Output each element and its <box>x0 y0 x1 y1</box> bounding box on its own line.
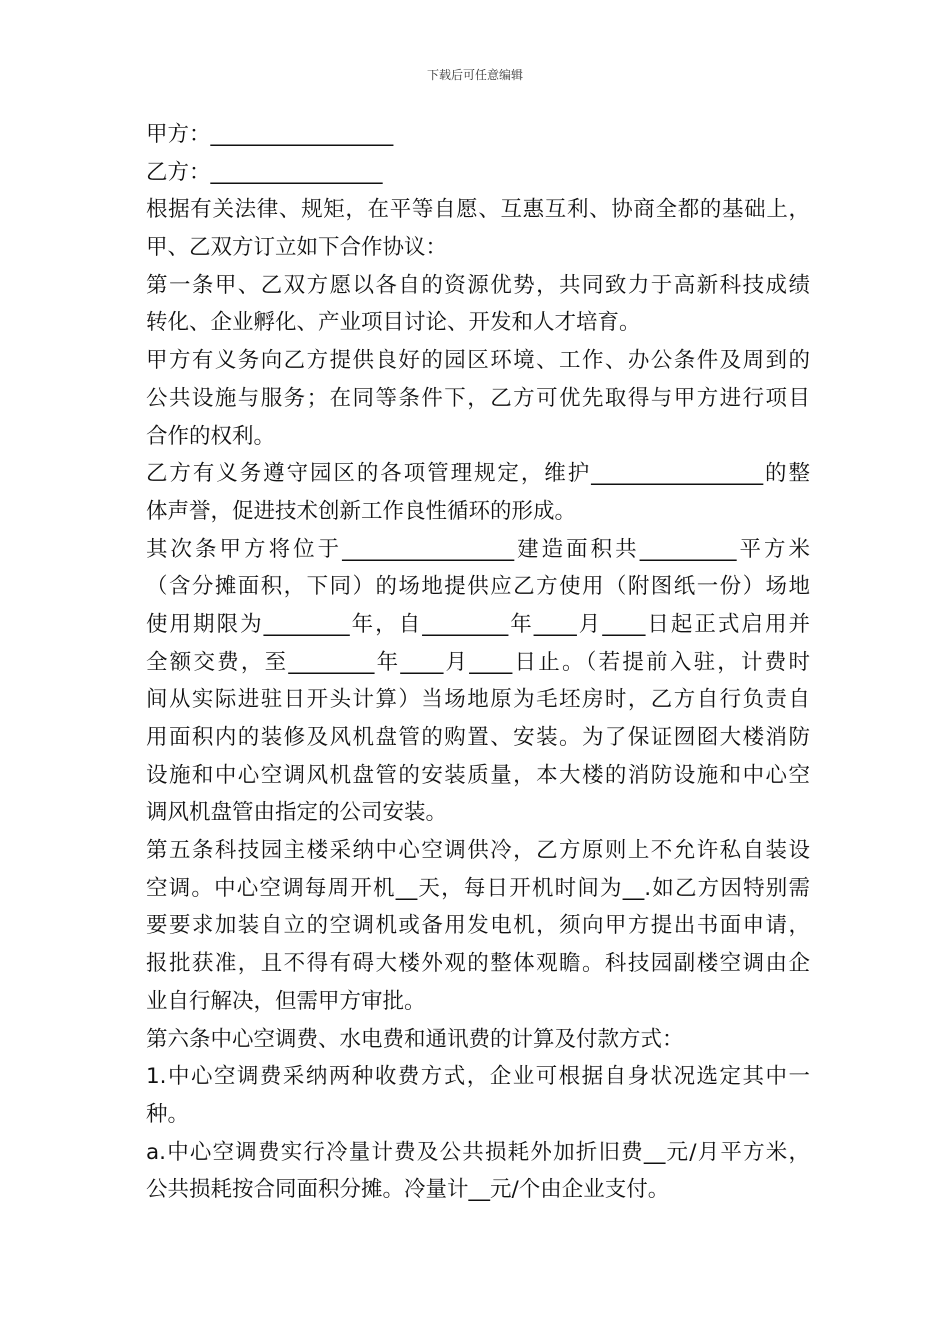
text-line: 公共损耗按合同面积分摊。冷量计__元/个由企业支付。 <box>146 1177 670 1203</box>
text-line: 甲方有义务向乙方提供良好的园区环境、工作、办公条件及周到的 <box>146 348 810 374</box>
text-line: 甲、乙双方订立如下合作协议： <box>146 235 448 261</box>
text-line: 种。 <box>146 1101 190 1127</box>
text-line: 第六条中心空调费、水电费和通讯费的计算及付款方式： <box>146 1026 684 1052</box>
text-line-party-a: 甲方：_________________ <box>146 122 394 147</box>
text-line-party-b: 乙方：________________ <box>146 159 383 185</box>
text-line: 转化、企业孵化、产业项目讨论、开发和人才培育。 <box>146 310 641 336</box>
document-body <box>146 116 810 1209</box>
text-line: 体声誉，促进技术创新工作良性循环的形成。 <box>146 498 577 524</box>
text-line: 合作的权利。 <box>146 423 276 449</box>
text-line: 空调。中心空调每周开机__天，每日开机时间为__.如乙方因特别需 <box>146 875 810 901</box>
text-line: 调风机盘管由指定的公司安装。 <box>146 800 448 826</box>
text-line: 报批获准，且不得有碍大楼外观的整体观瞻。科技园副楼空调由企 <box>146 951 810 977</box>
text-line: 业自行解决，但需甲方审批。 <box>146 988 426 1014</box>
text-line: 用面积内的装修及风机盘管的购置、安装。为了保证囫囵大楼消防 <box>146 725 810 750</box>
text-line: 间从实际进驻日开头计算）当场地原为毛坯房时，乙方自行负责自 <box>146 687 810 713</box>
text-line: 乙方有义务遵守园区的各项管理规定，维护________________的整 <box>146 461 810 487</box>
text-line: 其次条甲方将位于________________建造面积共_________平方米 <box>146 536 810 562</box>
text-line: 设施和中心空调风机盘管的安装质量，本大楼的消防设施和中心空 <box>146 762 810 788</box>
text-line: 第五条科技园主楼采纳中心空调供冷，乙方原则上不允许私自装设 <box>146 838 810 864</box>
text-line: （含分摊面积，下同）的场地提供应乙方使用（附图纸一份）场地 <box>146 574 810 600</box>
page-header: 下载后可任意编辑 <box>426 68 523 82</box>
text-line: 第一条甲、乙双方愿以各自的资源优势，共同致力于高新科技成绩 <box>146 272 810 298</box>
text-line: 根据有关法律、规矩，在平等自愿、互惠互利、协商全都的基础上， <box>146 197 810 223</box>
text-line: 使用期限为________年，自________年____月____日起正式启用并 <box>146 611 810 637</box>
text-line: a.中心空调费实行冷量计费及公共损耗外加折旧费__元/月平方米， <box>146 1139 810 1165</box>
text-line: 要要求加装自立的空调机或备用发电机，须向甲方提出书面申请， <box>146 913 810 939</box>
text-line: 全额交费，至________年____月____日止。（若提前入驻，计费时 <box>146 649 810 675</box>
text-line: 1.中心空调费采纳两种收费方式，企业可根据自身状况选定其中一 <box>146 1064 810 1090</box>
text-line: 公共设施与服务；在同等条件下，乙方可优先取得与甲方进行项目 <box>146 385 810 411</box>
